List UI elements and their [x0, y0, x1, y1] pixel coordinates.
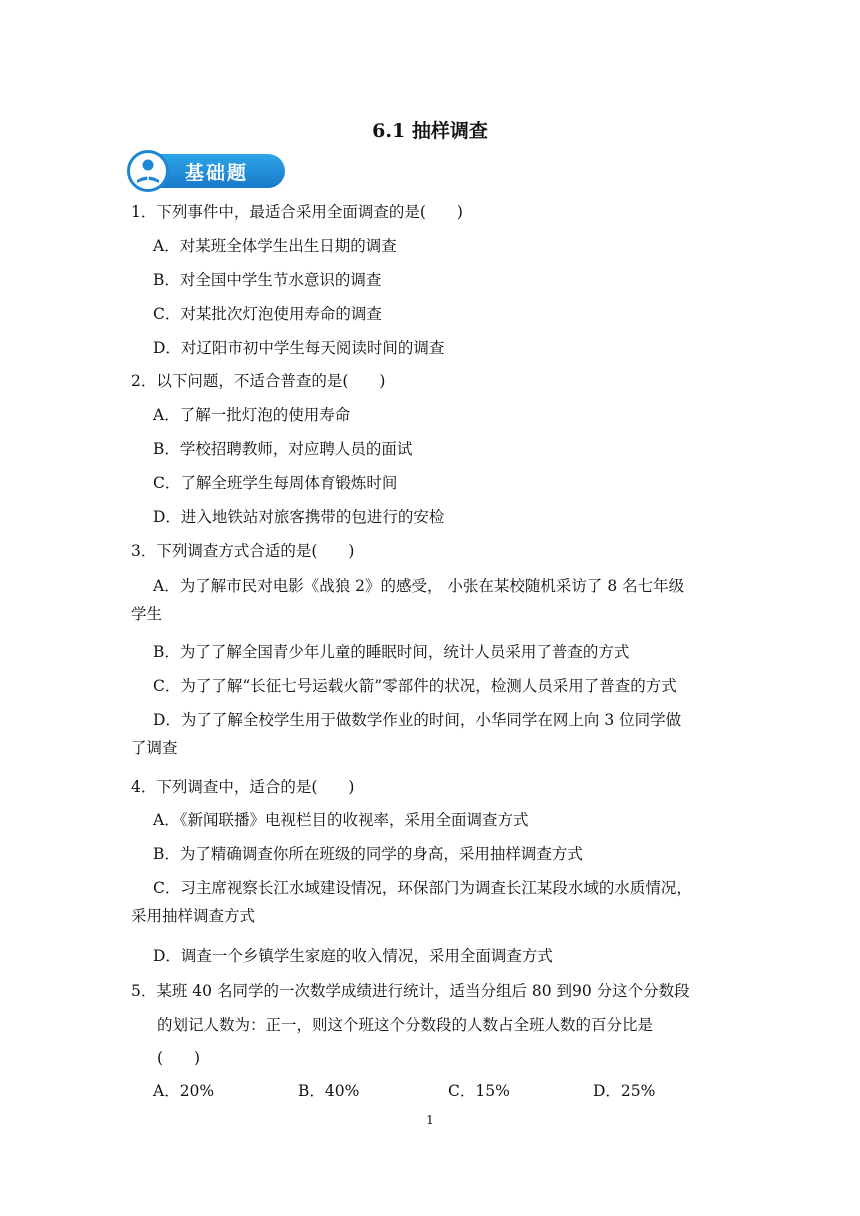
question-2-option-c: C．了解全班学生每周体育锻炼时间 [153, 474, 398, 492]
question-3-stem: 3．下列调查方式合适的是( ) [131, 542, 355, 560]
question-5-stem-cont: 的划记人数为：正一，则这个班这个分数段的人数占全班人数的百分比是 [157, 1016, 654, 1034]
question-2-option-d: D．进入地铁站对旅客携带的包进行的安检 [153, 508, 445, 526]
question-4-stem: 4．下列调查中，适合的是( ) [131, 778, 355, 796]
question-1-option-a: A．对某班全体学生出生日期的调查 [153, 237, 397, 255]
question-5-option-d: D．25% [593, 1082, 656, 1100]
question-4-option-d: D．调查一个乡镇学生家庭的收入情况，采用全面调查方式 [153, 947, 553, 965]
section-badge [127, 150, 287, 192]
question-3-option-a-cont: 学生 [131, 605, 163, 623]
question-1-stem: 1．下列事件中，最适合采用全面调查的是( ) [131, 203, 463, 221]
question-5-option-b: B．40% [298, 1082, 360, 1100]
page-number: 1 [426, 1113, 434, 1127]
question-3-option-d: D．为了了解全校学生用于做数学作业的时间，小华同学在网上向 3 位同学做 [153, 711, 682, 729]
question-1-option-c: C．对某批次灯泡使用寿命的调查 [153, 305, 382, 323]
question-4-option-c: C．习主席视察长江水域建设情况，环保部门为调查长江某段水域的水质情况， [153, 879, 692, 897]
question-2-option-a: A．了解一批灯泡的使用寿命 [153, 406, 351, 424]
question-3-option-b: B．为了了解全国青少年儿童的睡眠时间，统计人员采用了普查的方式 [153, 643, 630, 661]
badge-label: 基础题 [185, 162, 249, 184]
question-5-option-a: A．20% [153, 1082, 215, 1100]
reader-icon [127, 150, 169, 192]
question-3-option-c: C．为了了解“长征七号运载火箭”零部件的状况，检测人员采用了普查的方式 [153, 677, 677, 695]
question-2-stem: 2．以下问题，不适合普查的是( ) [131, 372, 386, 390]
question-1-option-b: B．对全国中学生节水意识的调查 [153, 271, 382, 289]
question-5-stem-paren: ( ) [157, 1049, 201, 1067]
question-3-option-a: A．为了解市民对电影《战狼 2》的感受， 小张在某校随机采访了 8 名七年级 [153, 577, 685, 595]
question-1-option-d: D．对辽阳市初中学生每天阅读时间的调查 [153, 339, 445, 357]
question-2-option-b: B．学校招聘教师，对应聘人员的面试 [153, 440, 413, 458]
question-3-option-d-cont: 了调查 [131, 739, 178, 757]
question-4-option-c-cont: 采用抽样调查方式 [131, 907, 256, 925]
question-5-stem: 5．某班 40 名同学的一次数学成绩进行统计，适当分组后 80 到90 分这个分数段 [131, 982, 690, 1000]
question-5-option-c: C．15% [448, 1082, 510, 1100]
question-4-option-b: B．为了精确调查你所在班级的同学的身高，采用抽样调查方式 [153, 845, 583, 863]
page-title: 6.1 抽样调查 [372, 120, 488, 142]
question-4-option-a: A．《新闻联播》电视栏目的收视率，采用全面调查方式 [153, 811, 529, 829]
